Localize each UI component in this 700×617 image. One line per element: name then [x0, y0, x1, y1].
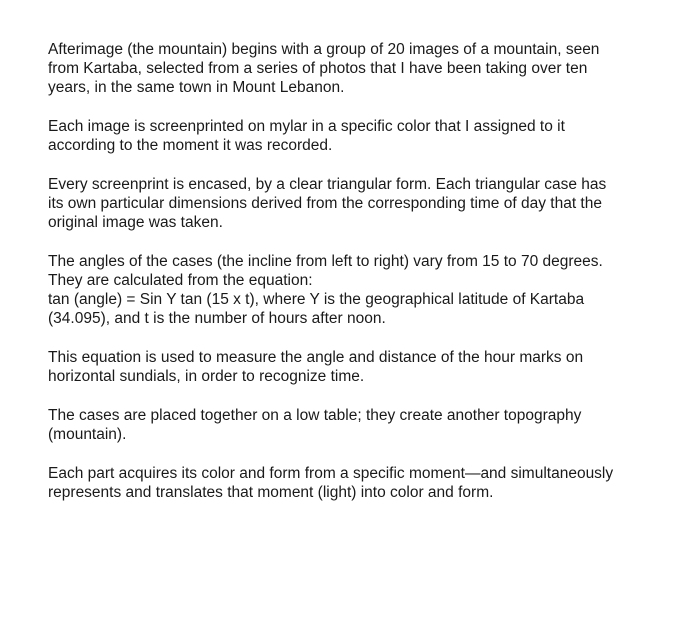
paragraph-line: its own particular dimensions derived from the corresponding time of day that the — [48, 195, 602, 212]
paragraph-spacer — [48, 232, 668, 252]
paragraph-line: years, in the same town in Mount Lebanon. — [48, 79, 345, 96]
paragraph-line: horizontal sundials, in order to recognize time. — [48, 368, 365, 385]
paragraph-line: Each part acquires its color and form from a specific moment—and simultaneously — [48, 465, 614, 482]
paragraph-line: (mountain). — [48, 426, 127, 443]
paragraph-line: Afterimage (the mountain) begins with a group of 20 images of a mountain, seen — [48, 41, 600, 58]
paragraph-spacer — [48, 444, 668, 464]
paragraph-line: represents and translates that moment (light) into color and form. — [48, 484, 494, 501]
paragraph-spacer — [48, 386, 668, 406]
paragraph-6 — [48, 406, 668, 444]
paragraph-4 — [48, 252, 668, 328]
paragraph-line: They are calculated from the equation: — [48, 272, 313, 289]
paragraph-spacer — [48, 155, 668, 175]
paragraph-7 — [48, 464, 668, 502]
paragraph-line: according to the moment it was recorded. — [48, 137, 333, 154]
paragraph-spacer — [48, 328, 668, 348]
paragraph-line: The cases are placed together on a low table; they create another topography — [48, 407, 582, 424]
paragraph-5 — [48, 348, 668, 386]
paragraph-line: original image was taken. — [48, 214, 223, 231]
paragraph-line: from Kartaba, selected from a series of photos that I have been taking over ten — [48, 60, 588, 77]
paragraph-spacer — [48, 97, 668, 117]
paragraph-line: The angles of the cases (the incline from left to right) vary from 15 to 70 degrees. — [48, 253, 603, 270]
document-body — [48, 40, 668, 502]
paragraph-2 — [48, 117, 668, 155]
paragraph-line: tan (angle) = Sin Y tan (15 x t), where Y is the geographical latitude of Kartaba — [48, 291, 585, 308]
paragraph-line: This equation is used to measure the angle and distance of the hour marks on — [48, 349, 584, 366]
paragraph-3 — [48, 175, 668, 232]
paragraph-line: Each image is screenprinted on mylar in a specific color that I assigned to it — [48, 118, 565, 135]
paragraph-line: Every screenprint is encased, by a clear triangular form. Each triangular case has — [48, 176, 607, 193]
paragraph-1 — [48, 40, 668, 97]
paragraph-line: (34.095), and t is the number of hours after noon. — [48, 310, 386, 327]
